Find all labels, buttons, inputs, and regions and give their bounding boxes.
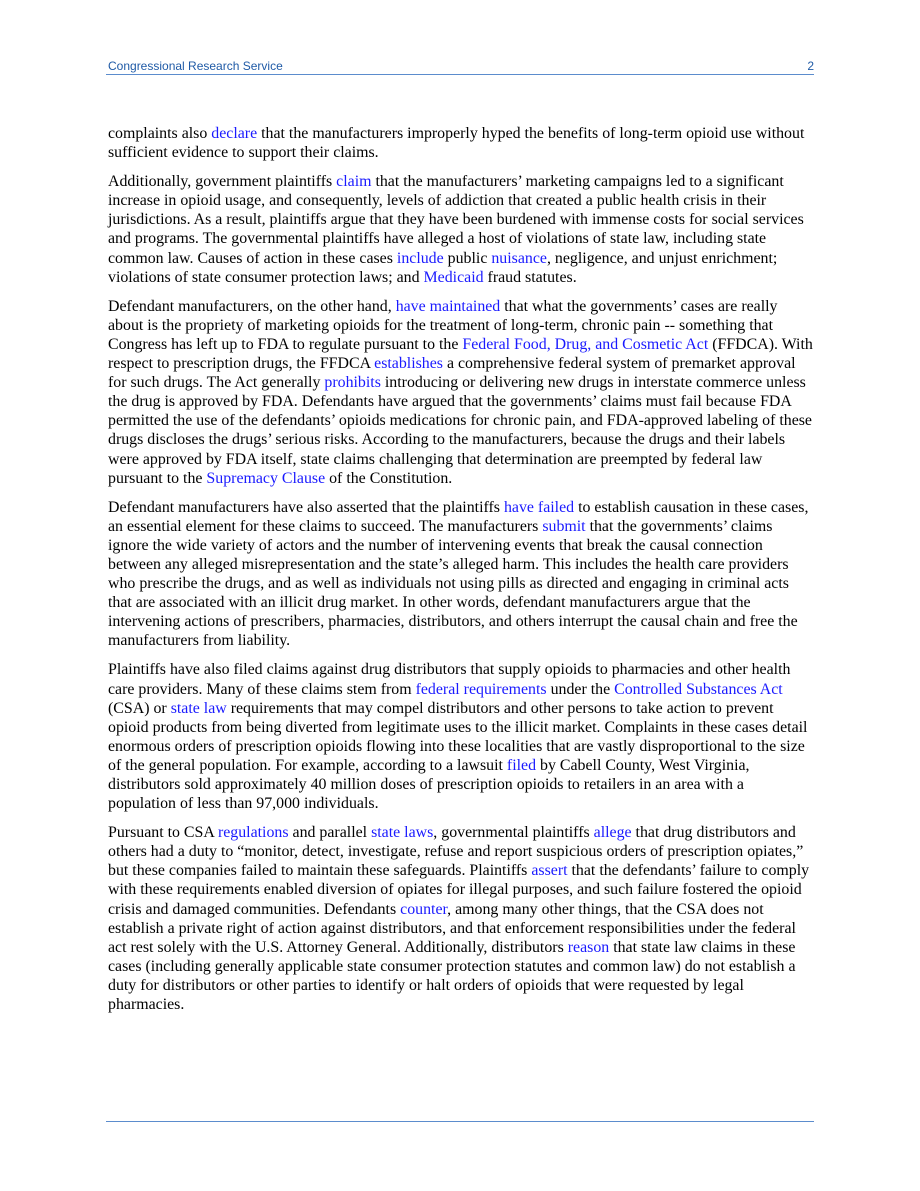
text-run: by Cabell County, West Virginia, distributors sold approximately 40 million doses of prescription opioids to retailers in an area with a population of less than 97,000 individuals.	[108, 756, 750, 813]
paragraph	[108, 660, 813, 813]
page-number: 2	[807, 59, 814, 73]
text-run: Plaintiffs have also filed claims against drug distributors that supply opioids to pharmacies and other health care providers. Many of these claims stem from	[108, 661, 791, 698]
hyperlink[interactable]: filed	[506, 756, 537, 774]
text-run: fraud statutes.	[483, 268, 577, 286]
hyperlink[interactable]: assert	[531, 862, 568, 880]
hyperlink[interactable]: have failed	[503, 498, 575, 516]
text-run: and parallel	[288, 824, 372, 842]
hyperlink[interactable]: Supremacy Clause	[206, 469, 326, 487]
text-run: , governmental plaintiffs	[433, 824, 594, 842]
header-rule	[106, 74, 814, 75]
page-header	[108, 58, 814, 74]
text-run: under the	[546, 680, 615, 698]
paragraph	[108, 297, 813, 488]
hyperlink[interactable]: Federal Food, Drug, and Cosmetic Act	[462, 335, 709, 353]
text-run: , among many other things, that the CSA does not establish a private right of action against distributors, and that enforcement responsibilities under the federal act rest solely with the U.S. Attorney General. Additionally, distributors	[108, 900, 796, 956]
hyperlink[interactable]: have maintained	[395, 297, 501, 315]
paragraph	[108, 124, 813, 162]
hyperlink[interactable]: Medicaid	[423, 268, 484, 286]
text-run: a comprehensive federal system of premarket approval for such drugs. The Act generally	[108, 355, 796, 392]
paragraph	[108, 823, 813, 1014]
hyperlink[interactable]: reason	[567, 938, 610, 956]
text-run: (FFDCA). With respect to prescription drugs, the FFDCA	[108, 335, 813, 373]
paragraph	[108, 172, 813, 287]
text-run: that what the governments’ cases are really about is the propriety of marketing opioids for the treatment of long-term, chronic pain -- something that Congress has left up to FDA to regulate pursuant to the	[108, 297, 778, 353]
paragraph	[108, 498, 813, 651]
text-run: that state law claims in these cases (including generally applicable state consumer protection statutes and common law) do not establish a duty for distributors or other parties to identify or halt orders of opioids that were requested by legal pharmacies.	[108, 938, 796, 1014]
text-run: , negligence, and unjust enrichment; violations of state consumer protection laws; and	[108, 249, 778, 286]
text-run: Pursuant to CSA	[108, 824, 218, 842]
text-run: Additionally, government plaintiffs	[108, 173, 337, 191]
text-run: of the Constitution.	[325, 469, 453, 487]
hyperlink[interactable]: federal requirements	[415, 680, 547, 698]
text-run: Defendant manufacturers, on the other hand,	[108, 297, 396, 315]
hyperlink[interactable]: include	[396, 249, 444, 267]
text-run: that the governments’ claims ignore the wide variety of actors and the number of intervening events that break the causal connection between any alleged misrepresentation and the state’s alleged harm. This includes the health care providers who prescribe the drugs, and as well as individuals not using pills as directed and engaging in criminal acts that are associated with an illicit drug market. In other words, defendant manufacturers argue that the intervening actions of prescribers, pharmacies, distributors, and others interrupt the causal chain and free the manufacturers from liability.	[108, 517, 798, 650]
hyperlink[interactable]: state laws	[371, 824, 434, 842]
hyperlink[interactable]: nuisance	[491, 249, 547, 267]
text-run: complaints also	[108, 125, 212, 142]
hyperlink[interactable]: submit	[542, 517, 586, 535]
document-body	[108, 124, 813, 1024]
text-run: that the manufacturers improperly hyped the benefits of long-term opioid use without sufficient evidence to support their claims.	[108, 125, 805, 162]
hyperlink[interactable]: regulations	[217, 824, 289, 842]
hyperlink[interactable]: state law	[170, 699, 227, 717]
hyperlink[interactable]: prohibits	[324, 374, 381, 392]
hyperlink[interactable]: establishes	[374, 355, 443, 373]
hyperlink[interactable]: declare	[211, 125, 258, 142]
text-run: (CSA) or	[108, 699, 171, 717]
text-run: introducing or delivering new drugs in interstate commerce unless the drug is approved by FDA. Defendants have argued that the governments’ claims must fail because FDA permitted the use of the defendants’ opioids medications for chronic pain, and FDA-approved labeling of these drugs discloses the drugs’ serious risks. According to the manufacturers, because the drugs and their labels were approved by FDA itself, state claims challenging that determination are preempted by federal law pursuant to the	[108, 374, 812, 487]
footer-rule	[106, 1121, 814, 1122]
text-run: to establish causation in these cases, an essential element for these claims to succeed. The manufacturers	[108, 498, 809, 535]
text-run: that the defendants’ failure to comply with these requirements enabled diversion of opiates for illegal purposes, and such failure fostered the opioid crisis and damaged communities. Defendants	[108, 862, 810, 918]
text-run: that drug distributors and others had a duty to “monitor, detect, investigate, refuse and report suspicious orders of prescription opiates,” but these companies failed to maintain these safeguards. Plaintiffs	[108, 824, 804, 880]
hyperlink[interactable]: Controlled Substances Act	[614, 680, 783, 698]
hyperlink[interactable]: counter	[400, 900, 448, 918]
header-source: Congressional Research Service	[108, 59, 283, 73]
text-run: requirements that may compel distributors and other persons to take action to prevent opioid products from being diverted from legitimate uses to the illicit market. Complaints in these cases detail enormous orders of prescription opioids flowing into these localities that are vastly disproportional to the size of the general population. For example, according to a lawsuit	[108, 699, 808, 774]
hyperlink[interactable]: claim	[336, 173, 372, 191]
hyperlink[interactable]: allege	[593, 824, 632, 842]
text-run: public	[443, 249, 492, 267]
text-run: that the manufacturers’ marketing campaigns led to a significant increase in opioid usage, and consequently, levels of addiction that created a public health crisis in their jurisdictions. As a result, plaintiffs argue that they have been burdened with immense costs for social services and programs. The governmental plaintiffs have alleged a host of violations of state law, including state common law. Causes of action in these cases	[108, 173, 804, 267]
text-run: Defendant manufacturers have also asserted that the plaintiffs	[108, 498, 504, 516]
